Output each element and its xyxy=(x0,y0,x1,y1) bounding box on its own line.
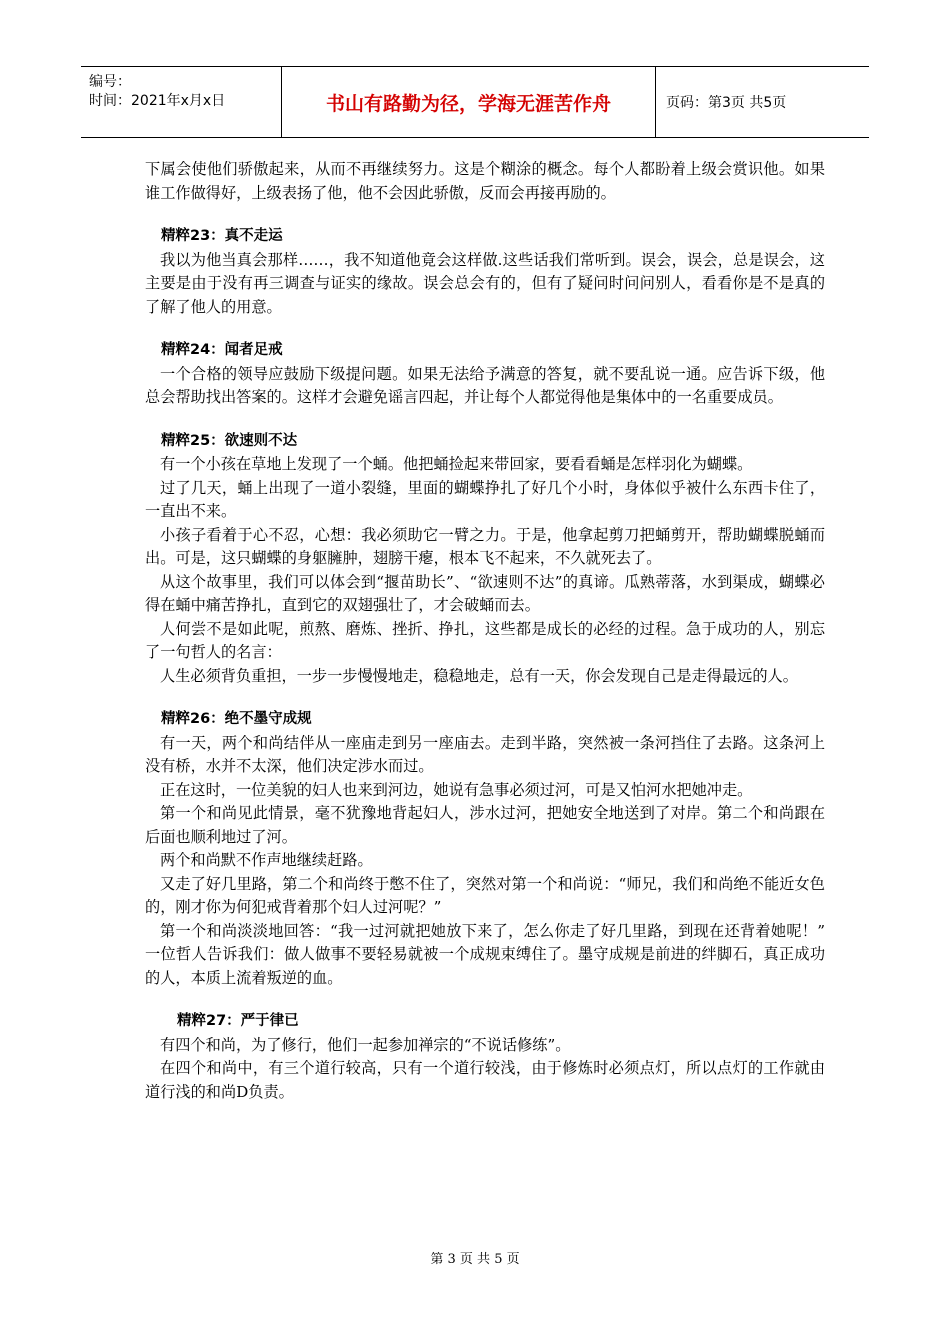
section-title: 精粹23：真不走运 xyxy=(161,228,283,244)
section-paragraph: 正在这时，一位美貌的妇人也来到河边，她说有急事必须过河，可是又怕河水把她冲走。 xyxy=(160,780,753,799)
section-paragraph: 有四个和尚，为了修行，他们一起参加禅宗的“不说话修练”。 xyxy=(160,1035,571,1054)
page-header xyxy=(81,66,869,138)
section-paragraph: 有一个小孩在草地上发现了一个蛹。他把蛹捡起来带回家，要看看蛹是怎样羽化为蝴蝶。 xyxy=(160,455,753,473)
section-paragraph: 我以为他当真会那样……，我不知道他竟会这样做.这些话我们常听到。误会，误会，总是误会，这主要是由于没有再三调查与证实的缘故。误会总会有的，但有了疑问时问问别人，看看你是不是真的了解了他人的用意。 xyxy=(145,250,825,316)
section-title: 精粹25：欲速则不达 xyxy=(161,432,298,449)
section-paragraph: 两个和尚默不作声地继续赶路。 xyxy=(160,851,373,869)
section-paragraph: 在四个和尚中，有三个道行较高，只有一个道行较浅，由于修炼时必须点灯，所以点灯的工作就由道行浅的和尚D负责。 xyxy=(145,1059,825,1101)
document-number-label: 编号： xyxy=(89,74,131,90)
section-paragraph: 人生必须背负重担，一步一步慢慢地走，稳稳地走，总有一天，你会发现自己是走得最远的人。 xyxy=(160,666,798,685)
header-meta xyxy=(81,67,282,137)
section-paragraph: 一个合格的领导应鼓励下级提问题。如果无法给予满意的答复，就不要乱说一通。应告诉下级，他总会帮助找出答案的。这样才会避免谣言四起，并让每个人都觉得他是集体中的一名重要成员。 xyxy=(145,364,825,406)
header-motto: 书山有路勤为径，学海无涯苦作舟 xyxy=(282,67,656,137)
section-paragraph: 小孩子看着于心不忍，心想：我必须助它一臂之力。于是，他拿起剪刀把蛹剪开，帮助蝴蝶脱蛹而出。可是，这只蝴蝶的身躯臃肿，翅膀干瘪，根本飞不起来，不久就死去了。 xyxy=(145,525,825,567)
section-paragraph: 第一个和尚见此情景，毫不犹豫地背起妇人，涉水过河，把她安全地送到了对岸。第二个和尚跟在后面也顺利地过了河。 xyxy=(145,804,825,846)
section-paragraph: 又走了好几里路，第二个和尚终于憋不住了，突然对第一个和尚说：“师兄，我们和尚绝不能近女色的，刚才你为何犯戒背着那个妇人过河呢？” xyxy=(145,874,825,916)
page-footer: 第 3 页 共 5 页 xyxy=(430,1252,520,1267)
document-date-label: 时间：2021年x月x日 xyxy=(89,93,226,109)
header-page-number: 页码：第3页 共5页 xyxy=(666,95,787,111)
intro-paragraph: 下属会使他们骄傲起来，从而不再继续努力。这是个糊涂的概念。每个人都盼着上级会赏识他。如果谁工作做得好，上级表扬了他，他不会因此骄傲，反而会再接再励的。 xyxy=(145,160,825,202)
section-paragraph: 有一天，两个和尚结伴从一座庙走到另一座庙去。走到半路，突然被一条河挡住了去路。这条河上没有桥，水并不太深，他们决定涉水而过。 xyxy=(145,733,825,775)
section-paragraph: 过了几天，蛹上出现了一道小裂缝，里面的蝴蝶挣扎了好几个小时，身体似乎被什么东西卡住了，一直出不来。 xyxy=(145,478,825,520)
section-paragraph: 从这个故事里，我们可以体会到“揠苗助长”、“欲速则不达”的真谛。瓜熟蒂落，水到渠成，蝴蝶必得在蛹中痛苦挣扎，直到它的双翅强壮了，才会破蛹而去。 xyxy=(145,572,825,614)
section-title: 精粹27：严于律已 xyxy=(177,1013,299,1029)
section-title: 精粹24：闻者足戒 xyxy=(161,342,283,358)
section-paragraph: 人何尝不是如此呢，煎熬、磨炼、挫折、挣扎，这些都是成长的必经的过程。急于成功的人，别忘了一句哲人的名言： xyxy=(145,619,825,661)
section-paragraph: 第一个和尚淡淡地回答：“我一过河就把她放下来了，怎么你走了好几里路，到现在还背着她呢！” 一位哲人告诉我们：做人做事不要轻易就被一个成规束缚住了。墨守成规是前进的绊脚石，真正成功的人，本质上流着叛逆的血。 xyxy=(145,921,825,987)
document-body xyxy=(145,158,825,1104)
section-title: 精粹26：绝不墨守成规 xyxy=(161,711,312,727)
